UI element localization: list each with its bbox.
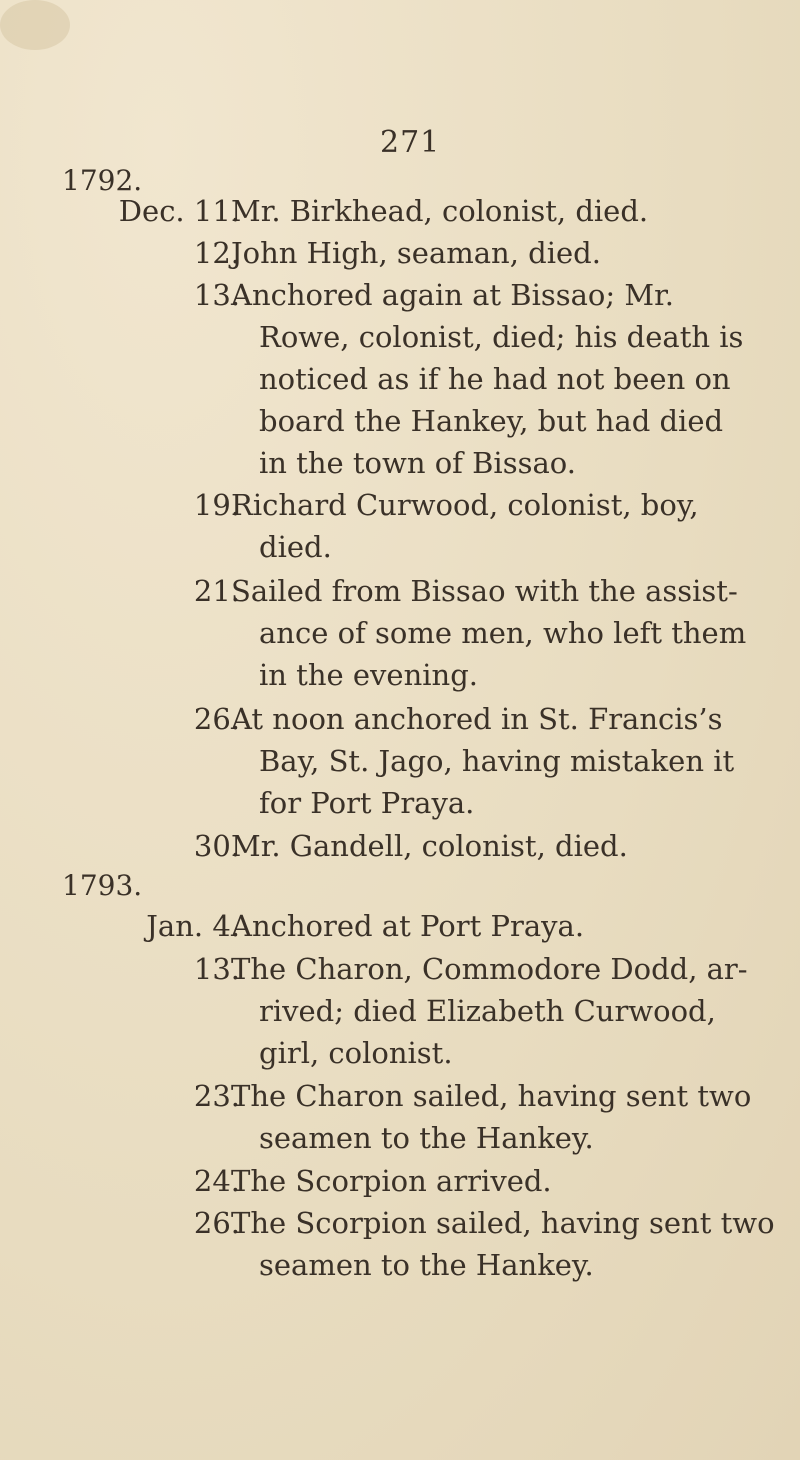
entry-text: Anchored again at Bissao; Mr. Rowe, colonist, died; his death is noticed as if he had not been on board the Hankey, but had died in the town of Bissao. — [231, 278, 744, 480]
entry-date: 30. — [193, 829, 240, 863]
entry-date: 26. — [193, 702, 240, 736]
entry-text: The Charon, Commodore Dodd, ar- rived; died Elizabeth Curwood, girl, colonist. — [231, 952, 748, 1070]
entry-text: Anchored at Port Praya. — [231, 909, 585, 943]
entry-text: Richard Curwood, colonist, boy, died. — [231, 488, 699, 564]
paper-stain — [0, 0, 70, 50]
entry-text: At noon anchored in St. Francis’s Bay, St. Jago, having mistaken it for Port Praya. — [231, 702, 735, 820]
page-number: 271 — [380, 125, 441, 160]
entry-date: 13. — [193, 952, 240, 986]
entry-text: The Scorpion sailed, having sent two seamen to the Hankey. — [231, 1206, 775, 1282]
entry-date: 19. — [193, 488, 240, 522]
entry-text: The Charon sailed, having sent two seamen to the Hankey. — [231, 1079, 752, 1155]
entry-date: 12. — [193, 236, 240, 270]
entry-date: 24. — [193, 1164, 240, 1198]
entry-date: Jan. 4. — [146, 909, 240, 943]
entry-text: Sailed from Bissao with the assist- ance of some men, who left them in the evening. — [231, 574, 747, 692]
entry-text: Mr. Gandell, colonist, died. — [231, 829, 628, 863]
entry-text: Mr. Birkhead, colonist, died. — [231, 194, 649, 228]
entry-text: The Scorpion arrived. — [231, 1164, 552, 1198]
entry-text: John High, seaman, died. — [231, 236, 601, 270]
year-heading: 1793. — [62, 869, 143, 902]
entry-date: Dec. 11. — [118, 194, 240, 228]
entry-date: 23. — [193, 1079, 240, 1113]
entry-date: 13. — [193, 278, 240, 312]
entry-date: 21. — [193, 574, 240, 608]
year-heading: 1792. — [62, 164, 143, 197]
entry-date: 26. — [193, 1206, 240, 1240]
